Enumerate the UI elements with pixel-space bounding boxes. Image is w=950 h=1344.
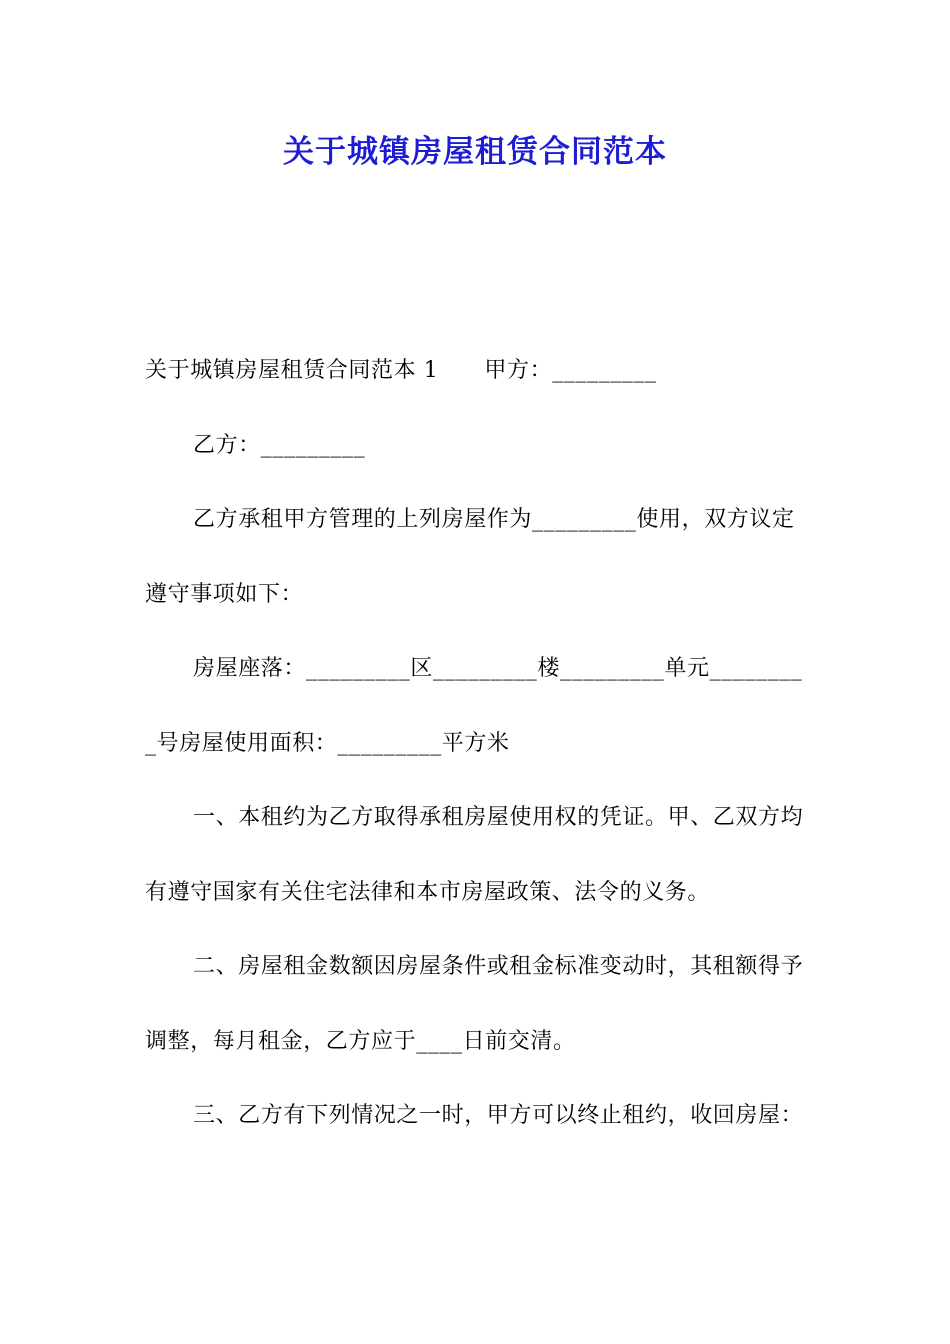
clause-1: 一、本租约为乙方取得承租房屋使用权的凭证。甲、乙双方均有遵守国家有关住宅法律和本市房屋政策、法令的义务。 xyxy=(145,805,804,905)
clause-2: 二、房屋租金数额因房屋条件或租金标准变动时，其租额得予调整，每月租金，乙方应于____日前交清。 xyxy=(145,954,804,1054)
document-title: 关于城镇房屋租赁合同范本 xyxy=(283,134,667,170)
usage-paragraph: 乙方承租甲方管理的上列房屋作为_________使用，双方议定遵守事项如下： xyxy=(145,507,795,607)
contract-heading-inline: 关于城镇房屋租赁合同范本 1 xyxy=(145,358,439,383)
paragraph-1 xyxy=(145,334,805,409)
location-paragraph: 房屋座落：_________区_________楼_________单元_________号房屋使用面积：_________平方米 xyxy=(145,656,803,756)
party-a-line: 甲方：_________ xyxy=(484,358,657,383)
clause-3: 三、乙方有下列情况之一时，甲方可以终止租约，收回房屋： xyxy=(193,1103,804,1128)
party-b-line: 乙方：_________ xyxy=(193,432,366,458)
document-body xyxy=(145,334,805,1154)
